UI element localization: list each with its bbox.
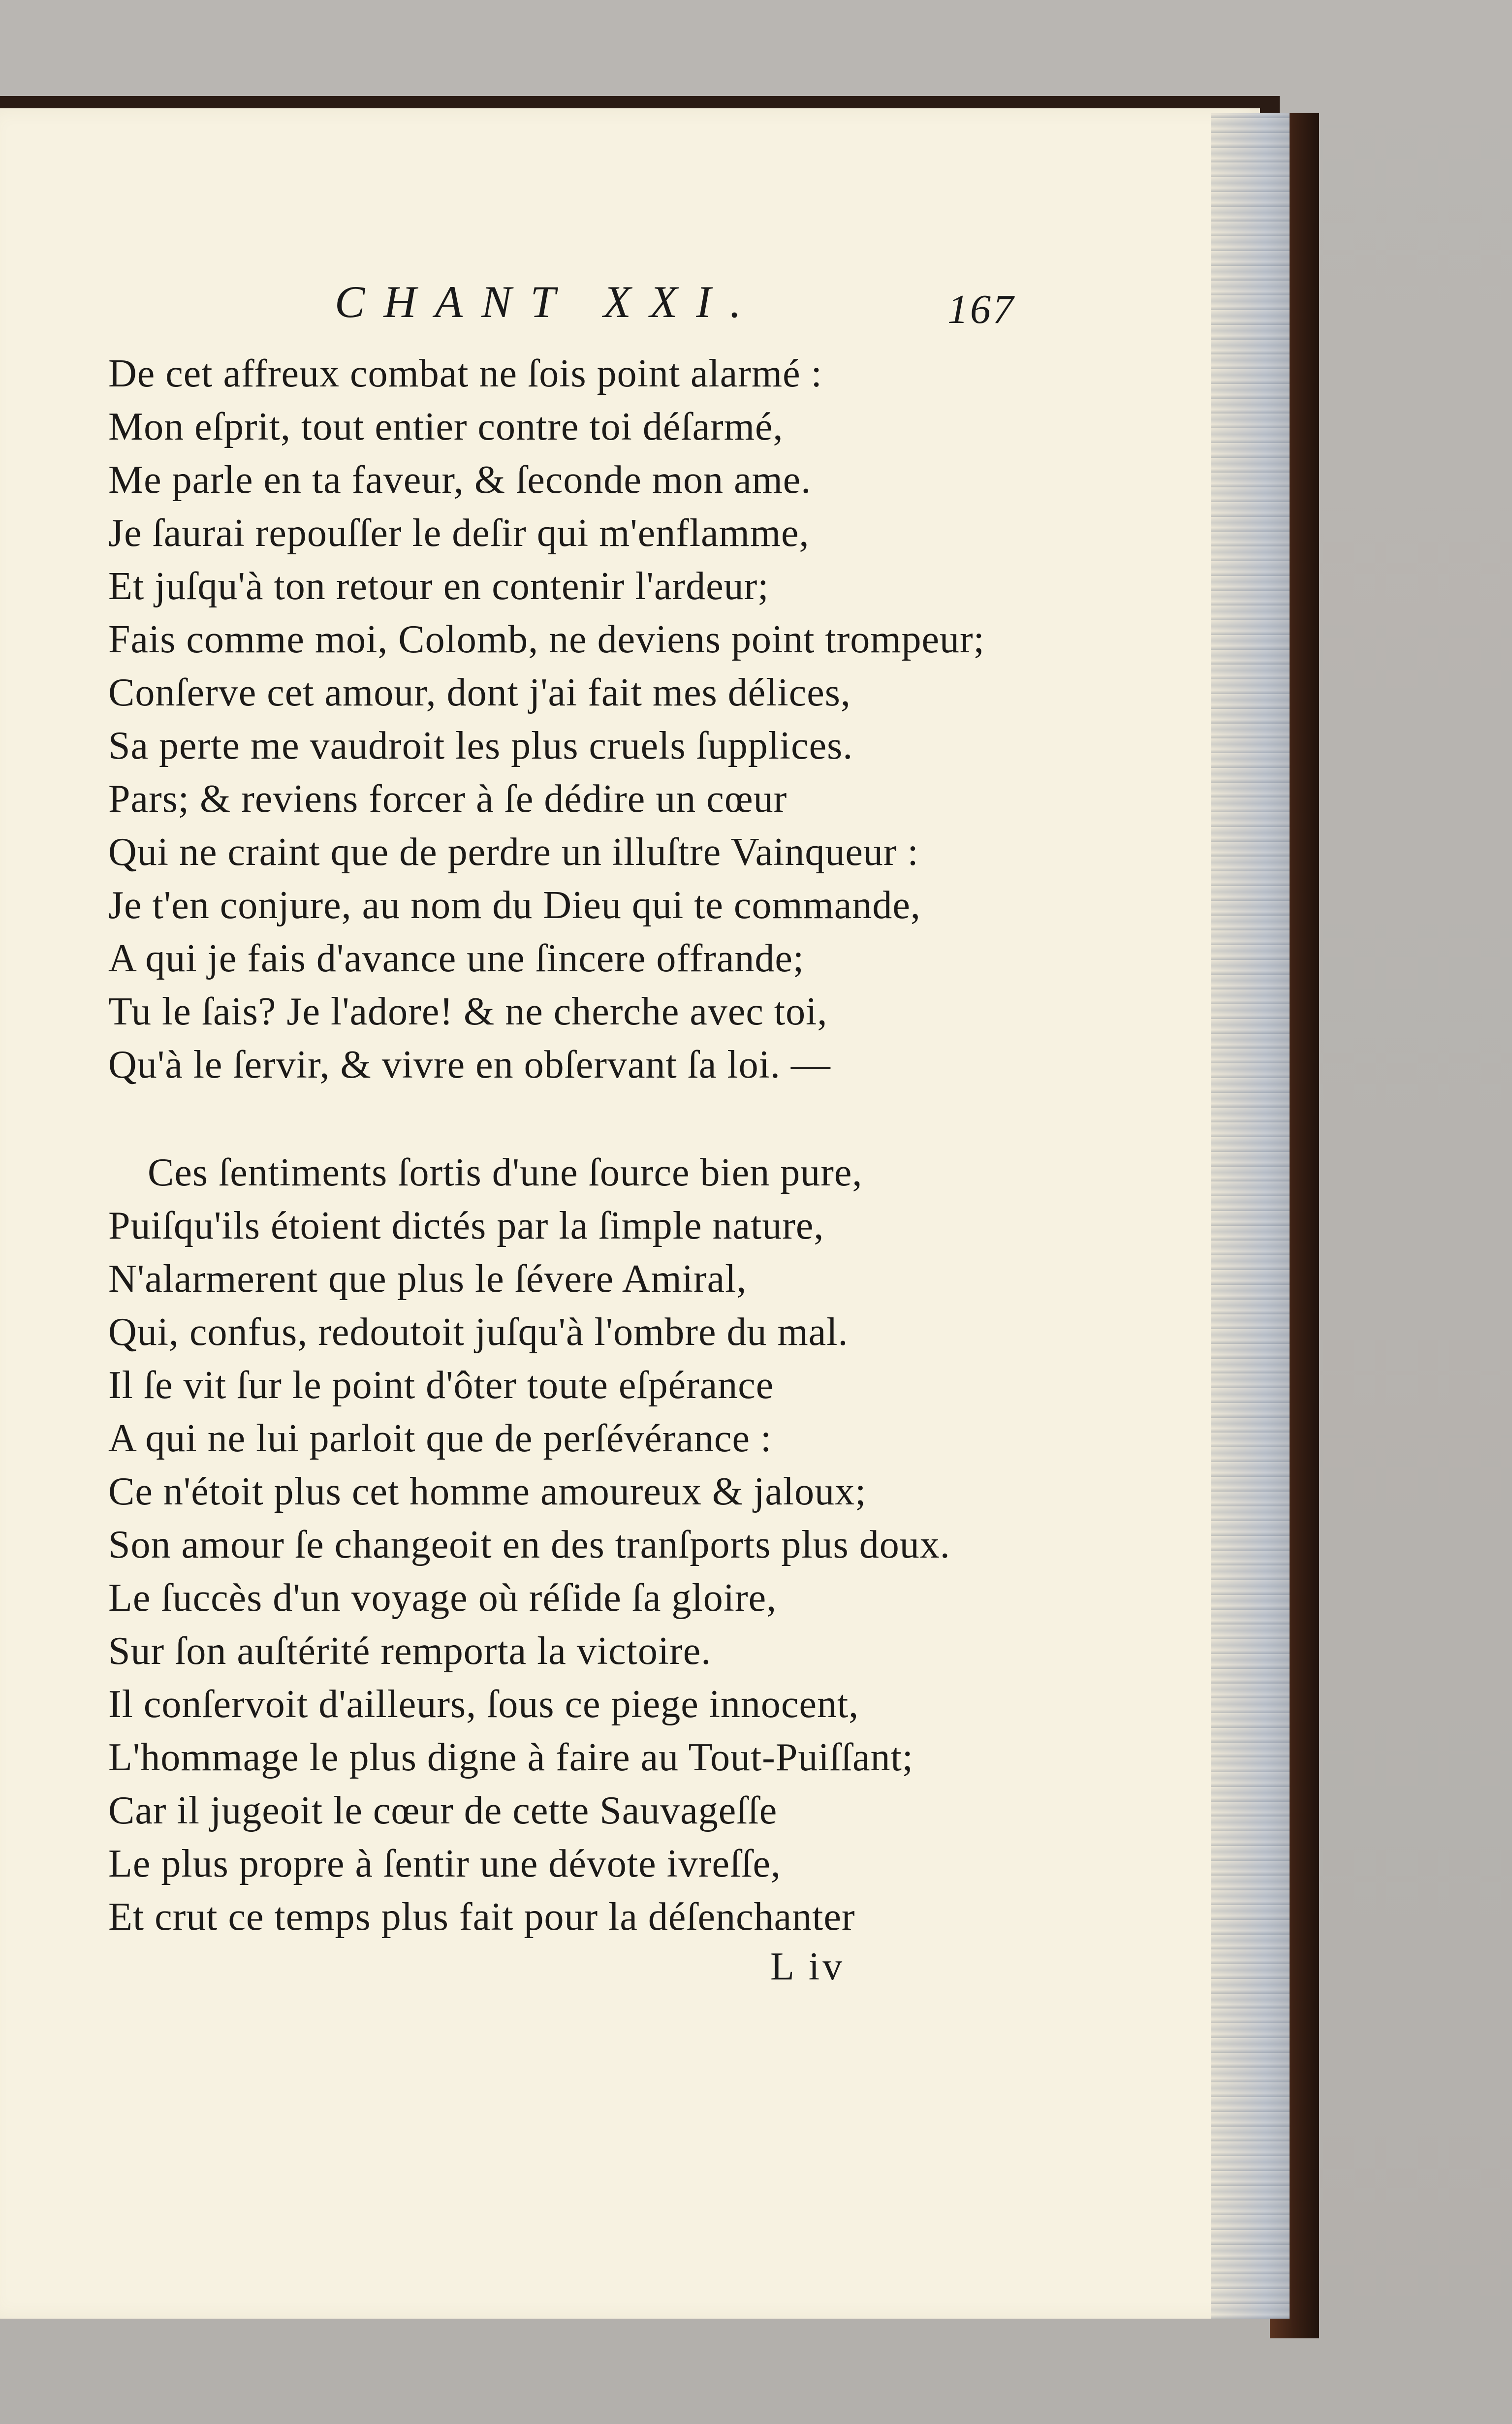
verse-line: Pars; & reviens forcer à ſe dédire un cœur: [108, 777, 788, 821]
verse-line: A qui je fais d'avance une ſincere offrande;: [108, 937, 805, 980]
verse-line: Conſerve cet amour, dont j'ai fait mes délices,: [108, 671, 851, 714]
stanza-1: [108, 347, 1043, 1091]
verse-line: Puiſqu'ils étoient dictés par la ſimple nature,: [108, 1204, 824, 1247]
verse-line: Son amour ſe changeoit en des tranſports plus doux.: [108, 1523, 950, 1566]
verse-line: De cet affreux combat ne ſois point alarmé :: [108, 352, 822, 395]
page-fore-edge: [1211, 113, 1290, 2319]
verse-line: Qui, confus, redoutoit juſqu'à l'ombre du mal.: [108, 1310, 849, 1354]
verse-line: Tu le ſais? Je l'adore! & ne cherche avec toi,: [108, 990, 828, 1033]
verse-line: Qui ne craint que de perdre un illuſtre Vainqueur :: [108, 830, 919, 874]
signature-mark: L iv: [770, 1945, 846, 1988]
verse-line: Et crut ce temps plus fait pour la déſenchanter: [108, 1895, 855, 1939]
verse-line: Il ſe vit ſur le point d'ôter toute eſpérance: [108, 1364, 774, 1407]
verse-line: L'hommage le plus digne à faire au Tout-Puiſſant;: [108, 1736, 914, 1779]
verse-line: Ces ſentiments ſortis d'une ſource bien pure,: [148, 1151, 863, 1194]
verse-line: N'alarmerent que plus le ſévere Amiral,: [108, 1257, 747, 1301]
verse-line: Mon eſprit, tout entier contre toi déſarmé,: [108, 405, 784, 448]
verse-line: Ce n'étoit plus cet homme amoureux & jaloux;: [108, 1470, 867, 1513]
verse-line: Le plus propre à ſentir une dévote ivreſſe,: [108, 1842, 781, 1885]
verse-line: Sur ſon auſtérité remporta la victoire.: [108, 1629, 712, 1673]
page-header: [0, 276, 1260, 335]
verse-line: Je t'en conjure, au nom du Dieu qui te commande,: [108, 884, 921, 927]
verse-line: Le ſuccès d'un voyage où réſide ſa gloire,: [108, 1576, 777, 1620]
verse-line: Me parle en ta faveur, & ſeconde mon ame.: [108, 458, 812, 502]
verse-line: Il conſervoit d'ailleurs, ſous ce piege innocent,: [108, 1683, 859, 1726]
verse-line: Je ſaurai repouſſer le deſir qui m'enflamme,: [108, 511, 810, 555]
verse-line: Et juſqu'à ton retour en contenir l'ardeur;: [108, 565, 769, 608]
verse-line: Fais comme moi, Colomb, ne deviens point trompeur;: [108, 618, 985, 661]
verse-line: Car il jugeoit le cœur de cette Sauvageſſe: [108, 1789, 778, 1832]
verse-line: Sa perte me vaudroit les plus cruels ſupplices.: [108, 724, 853, 767]
verse-line: A qui ne lui parloit que de perſévérance :: [108, 1417, 772, 1460]
running-title: CHANT XXI.: [335, 277, 760, 327]
verse-line: Qu'à le ſervir, & vivre en obſervant ſa loi. —: [108, 1043, 831, 1086]
stanza-2: [108, 1146, 1043, 1944]
page-number: 167: [947, 287, 1015, 332]
